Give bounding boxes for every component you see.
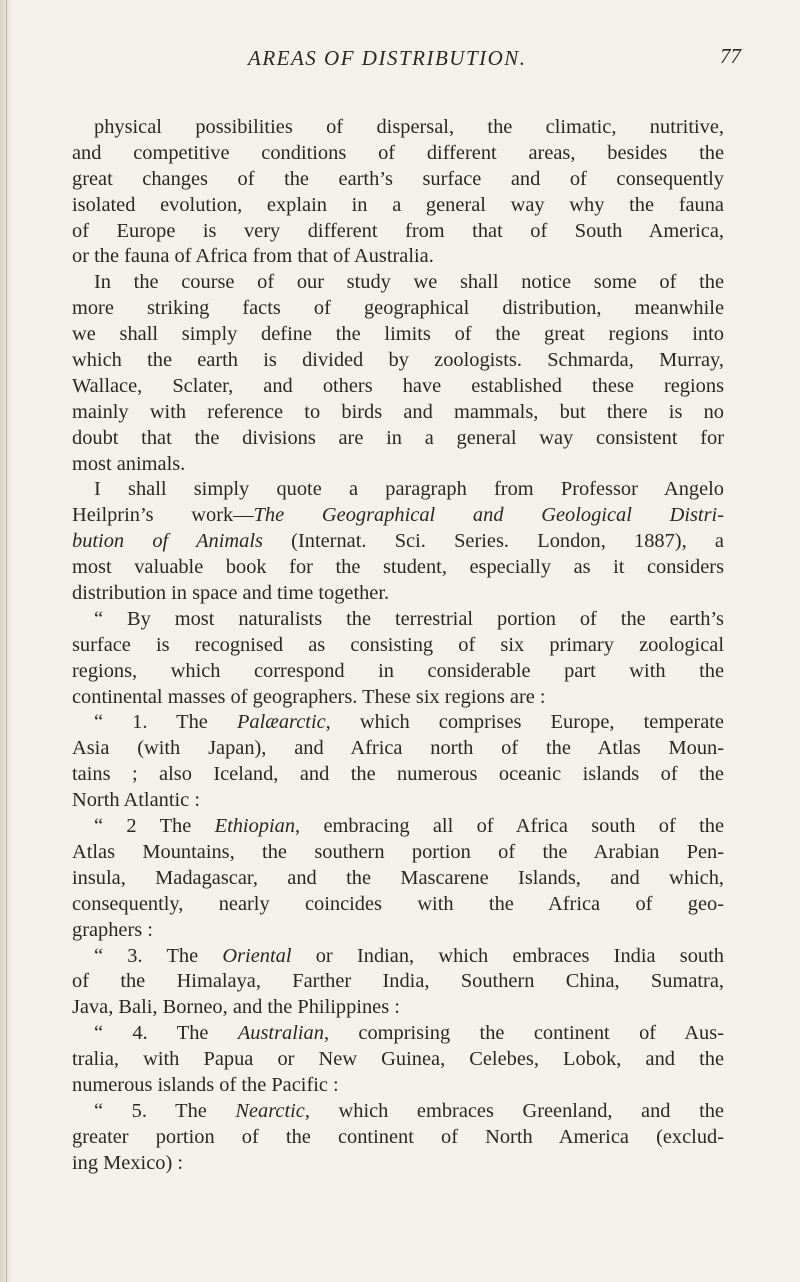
text-line (72, 400, 724, 426)
text-run: tains ; also Iceland, and the numerous oceanic islands of the (72, 763, 724, 786)
italic-title: Oriental (222, 944, 292, 967)
text-run: more striking facts of geographical distribution, meanwhile (72, 297, 724, 320)
text-line (72, 1073, 724, 1099)
text-line (72, 1047, 724, 1073)
text-run: North Atlantic : (72, 789, 200, 812)
page-gutter-edge (6, 0, 7, 1282)
text-run: which the earth is divided by zoologists. Schmarda, Murray, (72, 349, 724, 372)
text-line (72, 426, 724, 452)
italic-title: Palæarctic (236, 711, 326, 734)
text-line (72, 710, 724, 736)
paragraph (72, 1021, 724, 1099)
page-header (0, 44, 800, 84)
italic-title: Ethiopian (214, 815, 296, 838)
text-line (72, 685, 724, 711)
text-line (72, 1151, 724, 1177)
text-run: surface is recognised as consisting of six primary zoological (72, 633, 724, 656)
text-line (72, 555, 724, 581)
text-line (72, 788, 724, 814)
text-line (72, 995, 724, 1021)
italic-title: The Geographical and Geological Distri- (253, 504, 724, 527)
text-line (72, 944, 724, 970)
text-run: ing Mexico) : (72, 1151, 183, 1174)
text-line (72, 969, 724, 995)
text-run: tralia, with Papua or New Guinea, Celebes, Lobok, and the (72, 1048, 724, 1071)
text-run: physical possibilities of dispersal, the climatic, nutritive, (94, 116, 724, 138)
text-line (72, 840, 724, 866)
text-run: Atlas Mountains, the southern portion of the Arabian Pen- (72, 840, 724, 863)
text-line (72, 762, 724, 788)
text-run: consequently, nearly coincides with the Africa of geo- (72, 892, 724, 915)
text-run: great changes of the earth’s surface and of consequently (72, 167, 724, 190)
page-body (72, 115, 724, 1177)
paragraph (72, 477, 724, 606)
text-run: “ 1. The (94, 711, 237, 734)
text-run: “ 2 The (94, 815, 215, 838)
text-run: isolated evolution, explain in a general way why the fauna (72, 193, 724, 216)
text-run: continental masses of geographers. These six regions are : (72, 685, 546, 708)
text-line (72, 866, 724, 892)
text-run: Heilprin’s work— (72, 504, 254, 527)
paragraph (72, 710, 724, 814)
text-line (72, 1021, 724, 1047)
text-line (72, 529, 724, 555)
text-line (72, 167, 724, 193)
text-line (72, 296, 724, 322)
text-line (72, 918, 724, 944)
text-line (72, 736, 724, 762)
text-run: Java, Bali, Borneo, and the Philippines : (72, 996, 400, 1019)
text-run: (Internat. Sci. Series. London, 1887), a (262, 530, 724, 553)
text-run: or the fauna of Africa from that of Australia. (72, 245, 434, 268)
text-line (72, 270, 724, 296)
text-run: , which embraces Greenland, and the (304, 1099, 724, 1122)
text-run: regions, which correspond in considerable part with the (72, 659, 724, 682)
text-line (72, 322, 724, 348)
text-line (72, 503, 724, 529)
text-run: or Indian, which embraces India south (291, 944, 724, 967)
text-run: numerous islands of the Pacific : (72, 1073, 339, 1096)
text-run: “ By most naturalists the terrestrial portion of the earth’s (94, 607, 724, 630)
paragraph (72, 607, 724, 711)
paragraph (72, 814, 724, 943)
text-run: In the course of our study we shall notice some of the (94, 271, 724, 294)
text-line (72, 477, 724, 503)
italic-title: Nearctic (235, 1099, 305, 1122)
text-run: of the Himalaya, Farther India, Southern China, Sumatra, (72, 970, 724, 993)
text-line (72, 141, 724, 167)
text-run: we shall simply define the limits of the great regions into (72, 323, 724, 346)
text-line (72, 348, 724, 374)
text-line (72, 814, 724, 840)
paragraph (72, 115, 724, 270)
text-line (72, 452, 724, 478)
text-run: “ 5. The (94, 1099, 236, 1122)
text-line (72, 659, 724, 685)
text-run: distribution in space and time together. (72, 582, 390, 605)
text-run: and competitive conditions of different areas, besides the (72, 141, 724, 164)
text-run: greater portion of the continent of North America (exclud- (72, 1125, 724, 1148)
text-run: “ 4. The (94, 1022, 238, 1045)
text-run: insula, Madagascar, and the Mascarene Islands, and which, (72, 866, 724, 889)
text-line (72, 892, 724, 918)
text-line (72, 633, 724, 659)
text-line (72, 1099, 724, 1125)
text-line (72, 115, 724, 141)
text-run: Asia (with Japan), and Africa north of the Atlas Moun- (72, 737, 724, 760)
text-line (72, 374, 724, 400)
text-line (72, 219, 724, 245)
text-run: mainly with reference to birds and mammals, but there is no (72, 400, 724, 423)
text-run: , comprising the continent of Aus- (323, 1022, 724, 1045)
text-run: most animals. (72, 452, 186, 475)
text-run: most valuable book for the student, especially as it considers (72, 556, 724, 579)
paragraph (72, 1099, 724, 1177)
text-line (72, 193, 724, 219)
text-line (72, 581, 724, 607)
text-run: , embracing all of Africa south of the (295, 815, 724, 838)
page-number: 77 (720, 44, 741, 68)
italic-title: Australian (237, 1022, 324, 1045)
text-run: “ 3. The (94, 944, 223, 967)
italic-title: bution of Animals (72, 530, 263, 553)
text-line (72, 607, 724, 633)
running-head: AREAS OF DISTRIBUTION. (248, 46, 527, 70)
text-run: graphers : (72, 918, 153, 941)
paragraph (72, 270, 724, 477)
text-line (72, 244, 724, 270)
text-run: of Europe is very different from that of South America, (72, 219, 724, 242)
text-line (72, 1125, 724, 1151)
text-run: doubt that the divisions are in a general way consistent for (72, 426, 724, 449)
text-run: , which comprises Europe, temperate (325, 711, 724, 734)
text-run: I shall simply quote a paragraph from Professor Angelo (94, 478, 724, 501)
paragraph (72, 944, 724, 1022)
page-gutter-shadow (0, 0, 14, 1282)
text-run: Wallace, Sclater, and others have established these regions (72, 374, 724, 397)
